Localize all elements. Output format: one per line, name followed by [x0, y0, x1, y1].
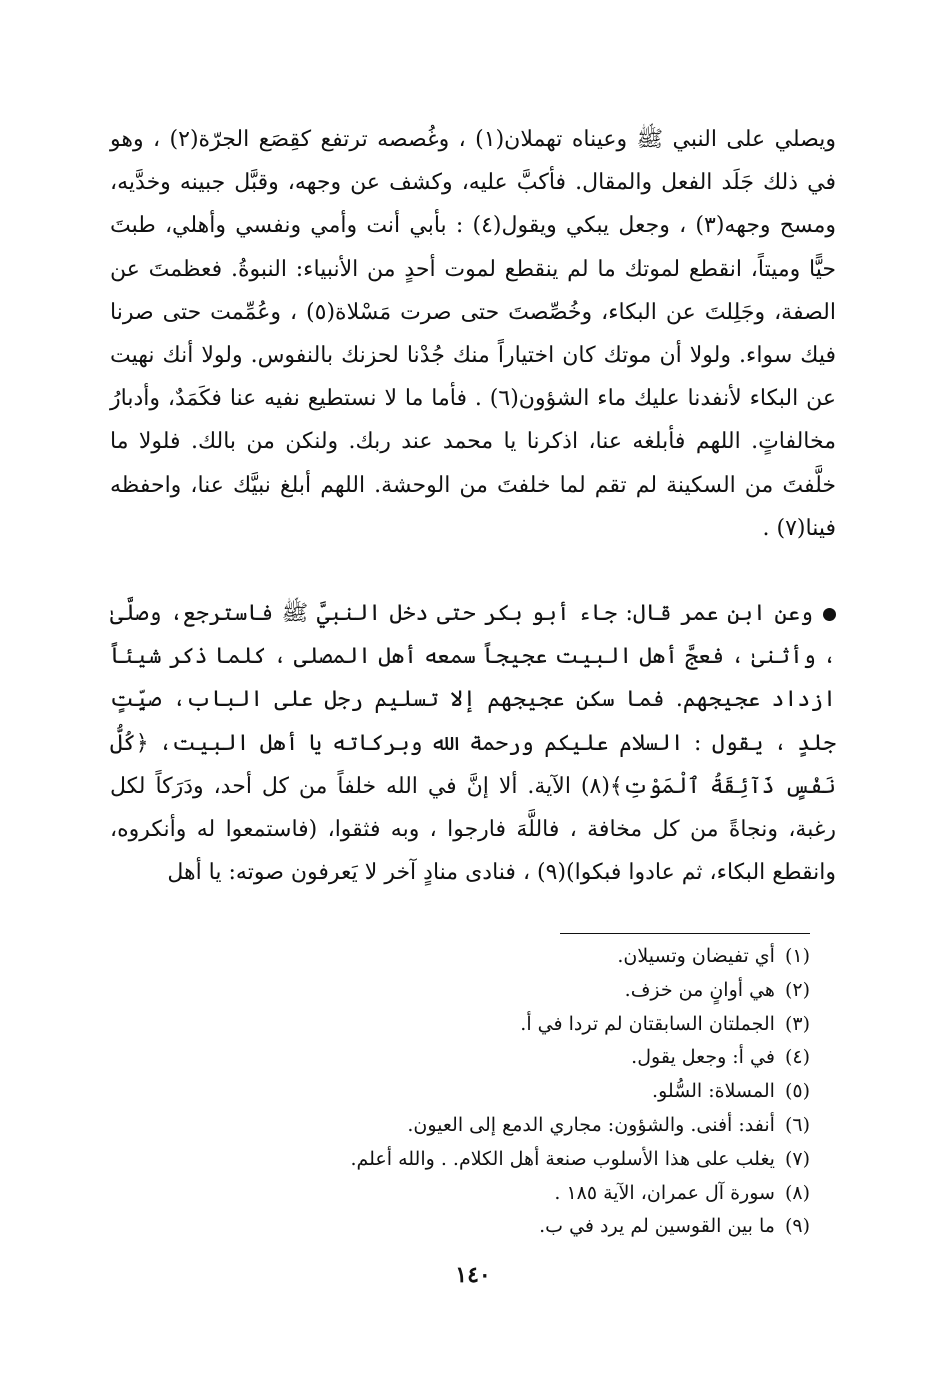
footnote-number: (٣): [784, 1012, 810, 1035]
footnote-text: هي أوانٍ من خزف.: [624, 978, 775, 1001]
footnote-2: [120, 974, 810, 1008]
footnote-5: [120, 1075, 810, 1109]
paragraph-2-text: وعن ابن عمر قال: جاء أبو بكر حتى دخل النبيَّ ﷺ فاسترجع، وصلَّىٰ ، وأثنىٰ ، فعجَّ أهل البيت عجيجاً سمعه أهل المصلى ، كلما ذكر شيئاً ازداد عجيجهم. فما سكن عجيجهم إلا تسليم رجل على الباب، صيِّتٍ جلدٍ ، يقول : السلام عليكم ورحمة الله وبركاته يا أهل البيت، ﴿كُلُّ نَفْسٍ ذَآئِقَةُ ٱلْمَوْتِ﴾(٨) الآية. ألا إنَّ في الله خلفاً من كل أحد، ودَرَكاً لكل رغبة، ونجاةً من كل مخافة ، فاللَّهَ فارجوا ، وبه فثقوا، (فاستمعوا له وأنكروه، وانقطع البكاء، ثم عادوا فبكوا)(٩) ، فنادى منادٍ آخر لا يَعرفون صوته: يا أهل: [110, 601, 836, 886]
footnote-1: [120, 940, 810, 974]
footnote-text: أنفد: أفنى. والشؤون: مجاري الدمع إلى العيون.: [407, 1113, 775, 1136]
footnote-text: أي تفيضان وتسيلان.: [617, 945, 775, 967]
footnote-7: [120, 1143, 810, 1177]
footnote-3: [120, 1008, 810, 1042]
footnote-text: في أ: وجعل يقول.: [631, 1046, 775, 1069]
footnote-text: الجملتان السابقتان لم تردا في أ.: [520, 1012, 775, 1035]
footnote-4: [120, 1041, 810, 1075]
footnote-9: [120, 1210, 810, 1244]
footnote-number: (٧): [784, 1147, 810, 1170]
footnote-number: (٩): [784, 1215, 810, 1238]
footnote-number: (١): [784, 945, 810, 967]
paragraph-2: [110, 592, 836, 894]
footnote-text: يغلب على هذا الأسلوب صنعة أهل الكلام. . والله أعلم.: [350, 1147, 775, 1170]
footnote-text: ما بين القوسين لم يرد في ب.: [539, 1215, 775, 1238]
footnote-number: (٦): [784, 1113, 810, 1136]
footnote-text: سورة آل عمران، الآية ١٨٥ .: [554, 1181, 775, 1204]
footnote-text: المسلاة: السُّلو.: [652, 1080, 775, 1103]
paragraph-1: [110, 118, 836, 550]
footnote-8: [120, 1177, 810, 1211]
page-number: ١٤٠: [455, 1262, 491, 1288]
footnote-number: (٥): [784, 1080, 810, 1103]
paragraph-1-text: ويصلي على النبي ﷺ وعيناه تهملان(١) ، وغُصصه ترتفع كقِصَع الجرّة(٢) ، وهو في ذلك جَلَد الفعل والمقال. فأكبَّ عليه، وكشف عن وجهه، وقبَّل جبينه وخدَّيه، ومسح وجهه(٣) ، وجعل يبكي ويقول(٤) : بأبي أنت وأمي ونفسي وأهلي، طبتَ حيًّا وميتاً، انقطع لموتك ما لم ينقطع لموت أحدٍ من الأنبياء: النبوةُ. فعظمتَ عن الصفة، وجَلِلتَ عن البكاء، وخُصِّصتَ حتى صرت مَسْلاة(٥) ، وعُمِّمت حتى صرنا فيك سواء. ولولا أن موتك كان اختياراً منك جُدْنا لحزنك بالنفوس. ولولا أنك نهيت عن البكاء لأنفدنا عليك ماء الشؤون(٦) . فأما ما لا نستطيع نفيه عنا فكَمَدٌ، وأدبارُ مخالفاتٍ. اللهم فأبلغه عنا، اذكرنا يا محمد عند ربك. ولنكن من بالك. فلولا ما خلَّفتَ من السكينة لم تقم لما خلفتَ من الوحشة. اللهم أبلغ نبيَّك عنا، واحفظه فينا(٧) .: [110, 127, 837, 541]
footnote-6: [120, 1109, 810, 1143]
bullet-icon: [823, 608, 836, 621]
main-text: [110, 118, 836, 894]
footnotes-list: [120, 940, 810, 1244]
footnote-number: (٨): [784, 1181, 810, 1204]
footnote-divider: [560, 933, 810, 934]
footnote-number: (٢): [784, 978, 810, 1001]
footnote-number: (٤): [784, 1046, 810, 1069]
